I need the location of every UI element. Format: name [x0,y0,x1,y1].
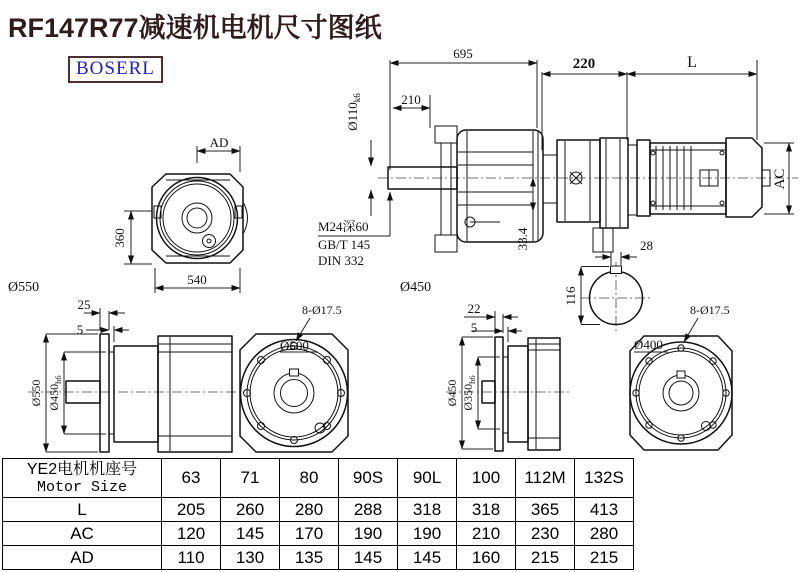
size-90L: 90L [398,459,457,498]
value-L-90L: 318 [398,498,457,522]
note-m24: M24深60 [318,219,369,234]
value-L-90S: 288 [339,498,398,522]
value-AD-132S: 215 [575,546,634,570]
brand-logo: BOSERL [68,56,163,83]
size-112M: 112M [516,459,575,498]
value-AC-90S: 190 [339,522,398,546]
value-L-132S: 413 [575,498,634,522]
dim-bolt-circle-500: Ø500 [280,338,309,353]
value-L-71: 260 [221,498,280,522]
dim-28: 28 [640,238,653,253]
bottom-right-side-view [445,301,570,451]
note-bolt-holes-right: 8-Ø17.5 [690,303,730,317]
dim-25: 25 [77,297,91,312]
dim-5-left: 5 [76,322,84,337]
header-motor-size-en: Motor Size [36,478,127,496]
note-din332: DIN 332 [318,253,364,268]
table-row-L [3,498,634,522]
size-90S: 90S [339,459,398,498]
value-L-112M: 365 [516,498,575,522]
note-gbt145: GB/T 145 [318,237,371,252]
dim-bolt-circle-400: Ø400 [634,337,663,352]
dim-360: 360 [112,228,127,248]
value-AC-80: 170 [280,522,339,546]
note-bolt-holes-left: 8-Ø17.5 [302,303,342,317]
dim-220: 220 [572,56,596,72]
dim-flange-450: Ø450 [445,379,459,407]
dim-spigot-350: $Ø350_{h6}$ [461,375,477,411]
value-AC-90L: 190 [398,522,457,546]
dim-22: 22 [467,301,481,316]
note-diameter-550: Ø550 [8,280,40,295]
bottom-left-side-view [28,297,240,452]
table-header-row [3,459,634,498]
motor-size-table [2,458,634,570]
value-L-100: 318 [457,498,516,522]
dim-33-4: 33.4 [515,227,530,251]
dim-flange-550: Ø550 [29,379,43,407]
dim-540: 540 [187,272,207,287]
value-AC-112M: 230 [516,522,575,546]
table-row-AC [3,522,634,546]
table-row-AD [3,546,634,570]
value-AC-63: 120 [162,522,221,546]
header-motor-size [3,459,162,498]
main-side-view [318,46,798,332]
bottom-front-view-right [630,303,732,450]
row-label-AD: AD [3,546,162,570]
value-AD-112M: 215 [516,546,575,570]
dim-116: 116 [563,286,578,306]
size-71: 71 [221,459,280,498]
header-motor-size-cn: YE2电机机座号 [26,460,138,478]
value-AC-100: 210 [457,522,516,546]
value-AD-100: 160 [457,546,516,570]
size-80: 80 [280,459,339,498]
value-AD-90L: 145 [398,546,457,570]
dim-shaft-diameter: $Ø110_{k6}$ [345,93,362,131]
dim-695: 695 [453,46,473,61]
row-label-L: L [3,498,162,522]
value-L-80: 280 [280,498,339,522]
size-132S: 132S [575,459,634,498]
dim-L: L [687,54,697,71]
value-AD-90S: 145 [339,546,398,570]
value-L-63: 205 [162,498,221,522]
value-AD-71: 130 [221,546,280,570]
bottom-front-view-left [240,303,348,452]
dim-5-right: 5 [470,320,478,335]
value-AC-71: 145 [221,522,280,546]
value-AD-63: 110 [162,546,221,570]
size-63: 63 [162,459,221,498]
dim-ad: AD [209,135,229,150]
dim-210: 210 [401,92,421,107]
page-title: RF147R77减速机电机尺寸图纸 [8,13,382,43]
row-label-AC: AC [3,522,162,546]
dim-AC: AC [772,168,788,190]
dim-spigot-450: $Ø450_{h6}$ [47,375,63,411]
value-AD-80: 135 [280,546,339,570]
note-diameter-450: Ø450 [400,280,432,295]
front-view-gearbox-face [112,135,248,293]
value-AC-132S: 280 [575,522,634,546]
size-100: 100 [457,459,516,498]
